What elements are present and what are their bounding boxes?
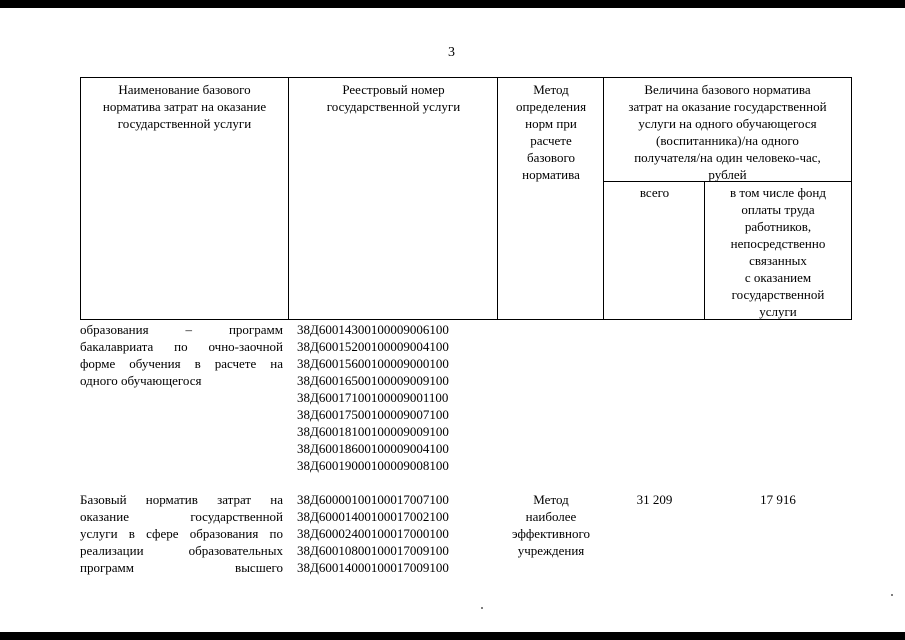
scan-speck <box>891 594 893 596</box>
row2-registry-codes: 38Д60000100100017007100 38Д60001400100017002100 38Д60002400100017000100 38Д60010800100017009100 38Д60014000100017009100 <box>297 492 449 575</box>
row2-name: Базовый норматив затрат на оказание государственной услуги в сфере образования по реализации образовательных программ высшего <box>80 492 283 575</box>
bottom-border-bar <box>0 632 905 640</box>
row1-name: образования – программ бакалавриата по очно-заочной форме обучения в расчете на одного обучающегося <box>80 322 283 388</box>
row1-registry-codes: 38Д60014300100009006100 38Д60015200100009004100 38Д60015600100009000100 38Д60016500100009009100 38Д60017100100009001100 38Д60017500100009007100 38Д60018100100009009100 38Д60018600100009004100 38Д60019000100009008100 <box>297 322 449 473</box>
header-registry-col: Реестровый номер государственной услуги <box>326 82 461 114</box>
row2-wage-fund-value: 17 916 <box>760 492 796 507</box>
header-method-col: Метод определения норм при расчете базового норматива <box>515 82 587 182</box>
header-value-col: Величина базового норматива затрат на оказание государственной услуги на одного обучающегося (воспитанника)/на одного получателя/на один человеко-час, рублей <box>628 82 827 182</box>
header-wage-fund-subcol: в том числе фонд оплаты труда работников, непосредственно связанных с оказанием государственной услуги <box>730 185 826 319</box>
header-name-col: Наименование базового норматива затрат на оказание государственной услуги <box>102 82 267 131</box>
top-border-bar <box>0 0 905 8</box>
row2-method: Метод наиболее эффективного учреждения <box>512 492 590 558</box>
row2-total-value: 31 209 <box>636 492 673 507</box>
page-number: 3 <box>448 45 455 60</box>
header-total-subcol: всего <box>639 185 670 200</box>
scan-speck <box>481 607 483 609</box>
